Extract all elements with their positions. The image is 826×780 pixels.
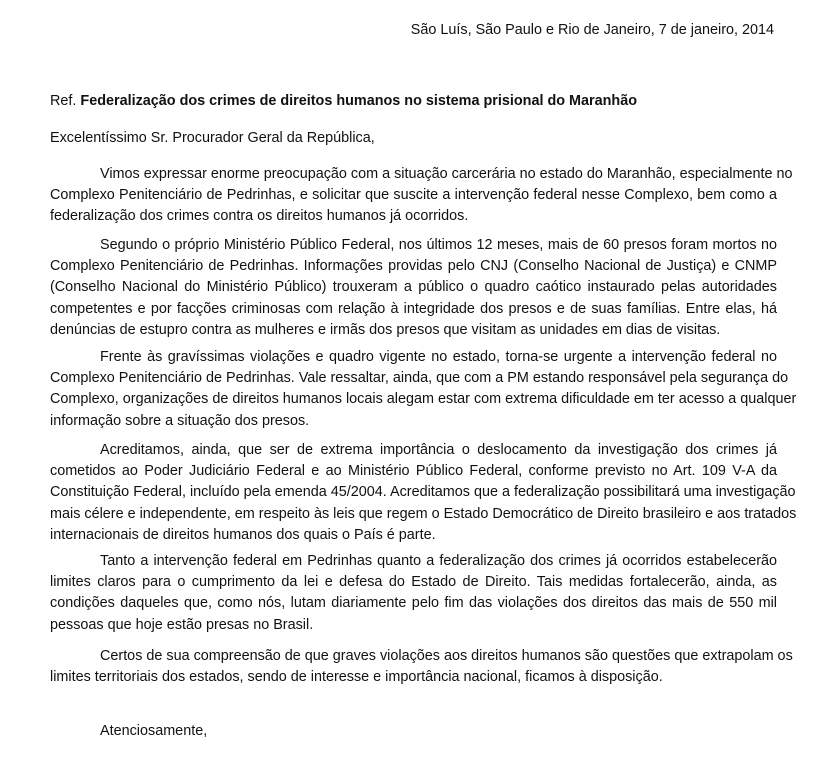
paragraph-line: Frente às gravíssimas violações e quadro vigente no estado, torna-se urgente a intervenção federal no bbox=[100, 349, 777, 365]
paragraph-line: Complexo, organizações de direitos humanos locais alegam estar com extrema dificuldade em ter acesso a qualquer bbox=[50, 391, 797, 408]
paragraph-context bbox=[50, 235, 777, 341]
paragraph-line: limites claros para o cumprimento da lei e defesa do Estado de Direito. Tais medidas fortalecerão, ainda, as bbox=[50, 574, 777, 591]
salutation: Excelentíssimo Sr. Procurador Geral da República, bbox=[50, 130, 375, 146]
paragraph-line: Constituição Federal, incluído pela emenda 45/2004. Acreditamos que a federalização possibilitará uma investigação bbox=[50, 484, 796, 501]
paragraph-line: internacionais de direitos humanos dos quais o País é parte. bbox=[50, 526, 436, 543]
paragraph-line: Acreditamos, ainda, que ser de extrema importância o deslocamento da investigação dos crimes já bbox=[100, 442, 777, 458]
paragraph-line: Complexo Penitenciário de Pedrinhas. Informações providas pelo CNJ (Conselho Nacional de Justiça) e CNMP bbox=[50, 258, 777, 275]
paragraph-line: Certos de sua compreensão de que graves violações aos direitos humanos são questões que extrapolam os bbox=[100, 648, 793, 664]
paragraph-line: pessoas que hoje estão presas no Brasil. bbox=[50, 616, 314, 633]
paragraph-line: Segundo o próprio Ministério Público Federal, nos últimos 12 meses, mais de 60 presos foram mortos no bbox=[100, 237, 777, 253]
paragraph-line: Tanto a intervenção federal em Pedrinhas quanto a federalização dos crimes já ocorridos estabelecerão bbox=[100, 553, 777, 569]
paragraph-line: federalização dos crimes contra os direitos humanos já ocorridos. bbox=[50, 208, 469, 225]
reference-subject: Federalização dos crimes de direitos humanos no sistema prisional do Maranhão bbox=[80, 93, 637, 109]
paragraph-line: cometidos ao Poder Judiciário Federal e ao Ministério Público Federal, conforme previsto no Art. 109 V-A da bbox=[50, 463, 777, 480]
closing-salutation: Atenciosamente, bbox=[100, 723, 208, 739]
reference-prefix: Ref. bbox=[50, 93, 77, 109]
paragraph-line: (Conselho Nacional do Ministério Público) trouxeram a público o quadro caótico instaurado pelas autoridades bbox=[50, 279, 777, 296]
paragraph-line: informação sobre a situação dos presos. bbox=[50, 412, 310, 429]
paragraph-intro bbox=[50, 164, 793, 228]
paragraph-federalization bbox=[50, 440, 797, 546]
paragraph-line: condições daqueles que, como nós, lutam diariamente pelo fim das violações dos direitos das mais de 550 mil bbox=[50, 595, 777, 612]
paragraph-line: mais célere e independente, em respeito às leis que regem o Estado Democrático de Direito brasileiro e aos tratados bbox=[50, 505, 797, 522]
letter-dateline: São Luís, São Paulo e Rio de Janeiro, 7 de janeiro, 2014 bbox=[410, 22, 774, 38]
paragraph-line: limites territoriais dos estados, sendo de interesse e importância nacional, ficamos à disposição. bbox=[50, 669, 663, 686]
paragraph-line: denúncias de estupro contra as mulheres e irmãs dos presos que visitam as unidades em dias de visitas. bbox=[50, 321, 721, 338]
paragraph-urgency bbox=[50, 347, 797, 432]
reference-line bbox=[50, 90, 780, 112]
paragraph-line: Complexo Penitenciário de Pedrinhas, e solicitar que suscite a intervenção federal nesse Complexo, bem como a bbox=[50, 187, 777, 204]
paragraph-closing-remarks bbox=[50, 646, 793, 688]
paragraph-line: Complexo Penitenciário de Pedrinhas. Vale ressaltar, ainda, que com a PM estando responsável pela segurança do bbox=[50, 370, 789, 387]
paragraph-limits bbox=[50, 551, 777, 636]
paragraph-line: Vimos expressar enorme preocupação com a situação carcerária no estado do Maranhão, especialmente no bbox=[100, 166, 793, 182]
paragraph-line: competentes e por facções criminosas com relação à integridade dos presos e de suas famílias. Entre elas, há bbox=[50, 300, 777, 317]
